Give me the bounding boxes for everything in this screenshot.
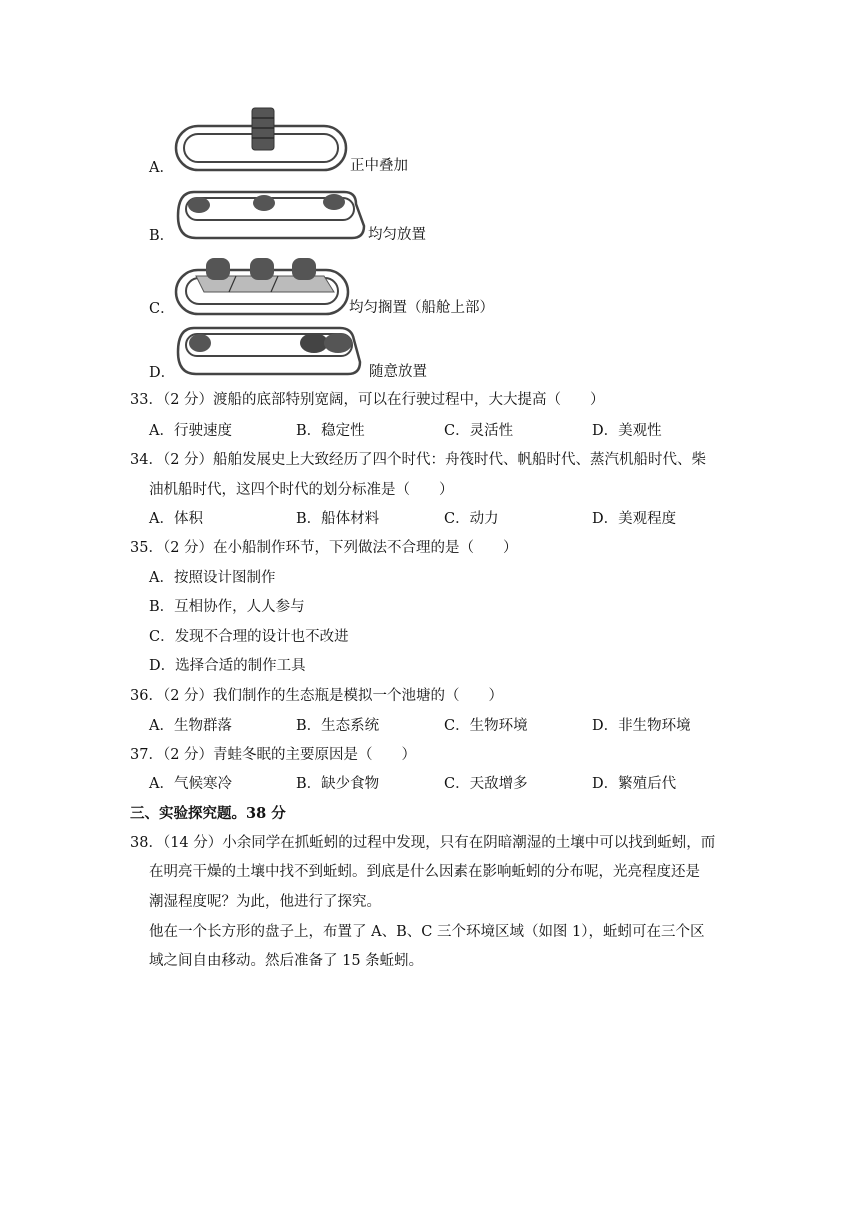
option-letter-c: C． <box>149 301 175 317</box>
q36-option-a: A．生物群落 <box>149 718 232 734</box>
question-38-line3: 潮湿程度呢？为此，他进行了探究。 <box>149 894 381 910</box>
option-letter-d: D． <box>149 365 176 381</box>
q34-option-d: D．美观程度 <box>592 511 677 527</box>
option-caption-a: 正中叠加 <box>350 158 408 174</box>
question-38-line2: 在明亮干燥的土壤中找不到蚯蚓。到底是什么因素在影响蚯蚓的分布呢，光亮程度还是 <box>149 864 700 880</box>
option-caption-b: 均匀放置 <box>368 227 426 243</box>
option-letter-a: A． <box>149 160 174 176</box>
q35-option-c: C．发现不合理的设计也不改进 <box>149 629 349 645</box>
boat-a-figure <box>174 104 354 174</box>
question-36-stem: 36．（2 分）我们制作的生态瓶是模拟一个池塘的（ ） <box>130 688 504 704</box>
q33-option-c: C．灵活性 <box>444 423 514 439</box>
q37-option-b: B．缺少食物 <box>296 776 380 792</box>
section-3-heading: 三、实验探究题。38 分 <box>130 805 286 822</box>
q34-option-c: C．动力 <box>444 511 499 527</box>
question-38-line5: 域之间自由移动。然后准备了 15 条蚯蚓。 <box>149 953 424 969</box>
q36-option-d: D．非生物环境 <box>592 718 691 734</box>
q33-option-d: D．美观性 <box>592 423 662 439</box>
q37-option-c: C．天敌增多 <box>444 776 528 792</box>
boat-b-figure <box>174 186 374 246</box>
option-caption-d: 随意放置 <box>369 364 427 380</box>
q33-option-b: B．稳定性 <box>296 423 365 439</box>
question-38-line1: 38．（14 分）小余同学在抓蚯蚓的过程中发现，只有在阴暗潮湿的土壤中可以找到蚯蚓，而 <box>130 835 716 851</box>
question-35-stem: 35．（2 分）在小船制作环节，下列做法不合理的是（ ） <box>130 540 518 556</box>
question-34-stem-line1: 34．（2 分）船舶发展史上大致经历了四个时代：舟筏时代、帆船时代、蒸汽机船时代、柴 <box>130 452 707 468</box>
q35-option-d: D．选择合适的制作工具 <box>149 658 306 674</box>
question-33-stem: 33．（2 分）渡船的底部特别宽阔，可以在行驶过程中，大大提高（ ） <box>130 392 605 408</box>
boat-d-figure <box>174 322 366 382</box>
option-letter-b: B． <box>149 228 175 244</box>
q35-option-a: A．按照设计图制作 <box>149 570 276 586</box>
q36-option-b: B．生态系统 <box>296 718 380 734</box>
option-caption-c: 均匀搁置（船舱上部） <box>349 300 494 316</box>
question-38-line4: 他在一个长方形的盘子上，布置了 A、B、C 三个环境区域（如图 1），蚯蚓可在三个区 <box>149 924 705 940</box>
q36-option-c: C．生物环境 <box>444 718 528 734</box>
q34-option-b: B．船体材料 <box>296 511 380 527</box>
q33-option-a: A．行驶速度 <box>149 423 232 439</box>
q35-option-b: B．互相协作，人人参与 <box>149 599 305 615</box>
boat-c-figure <box>174 254 354 318</box>
q37-option-d: D．繁殖后代 <box>592 776 677 792</box>
question-34-stem-line2: 油机船时代，这四个时代的划分标准是（ ） <box>149 482 454 498</box>
q34-option-a: A．体积 <box>149 511 203 527</box>
question-37-stem: 37．（2 分）青蛙冬眠的主要原因是（ ） <box>130 747 417 763</box>
q37-option-a: A．气候寒冷 <box>149 776 232 792</box>
